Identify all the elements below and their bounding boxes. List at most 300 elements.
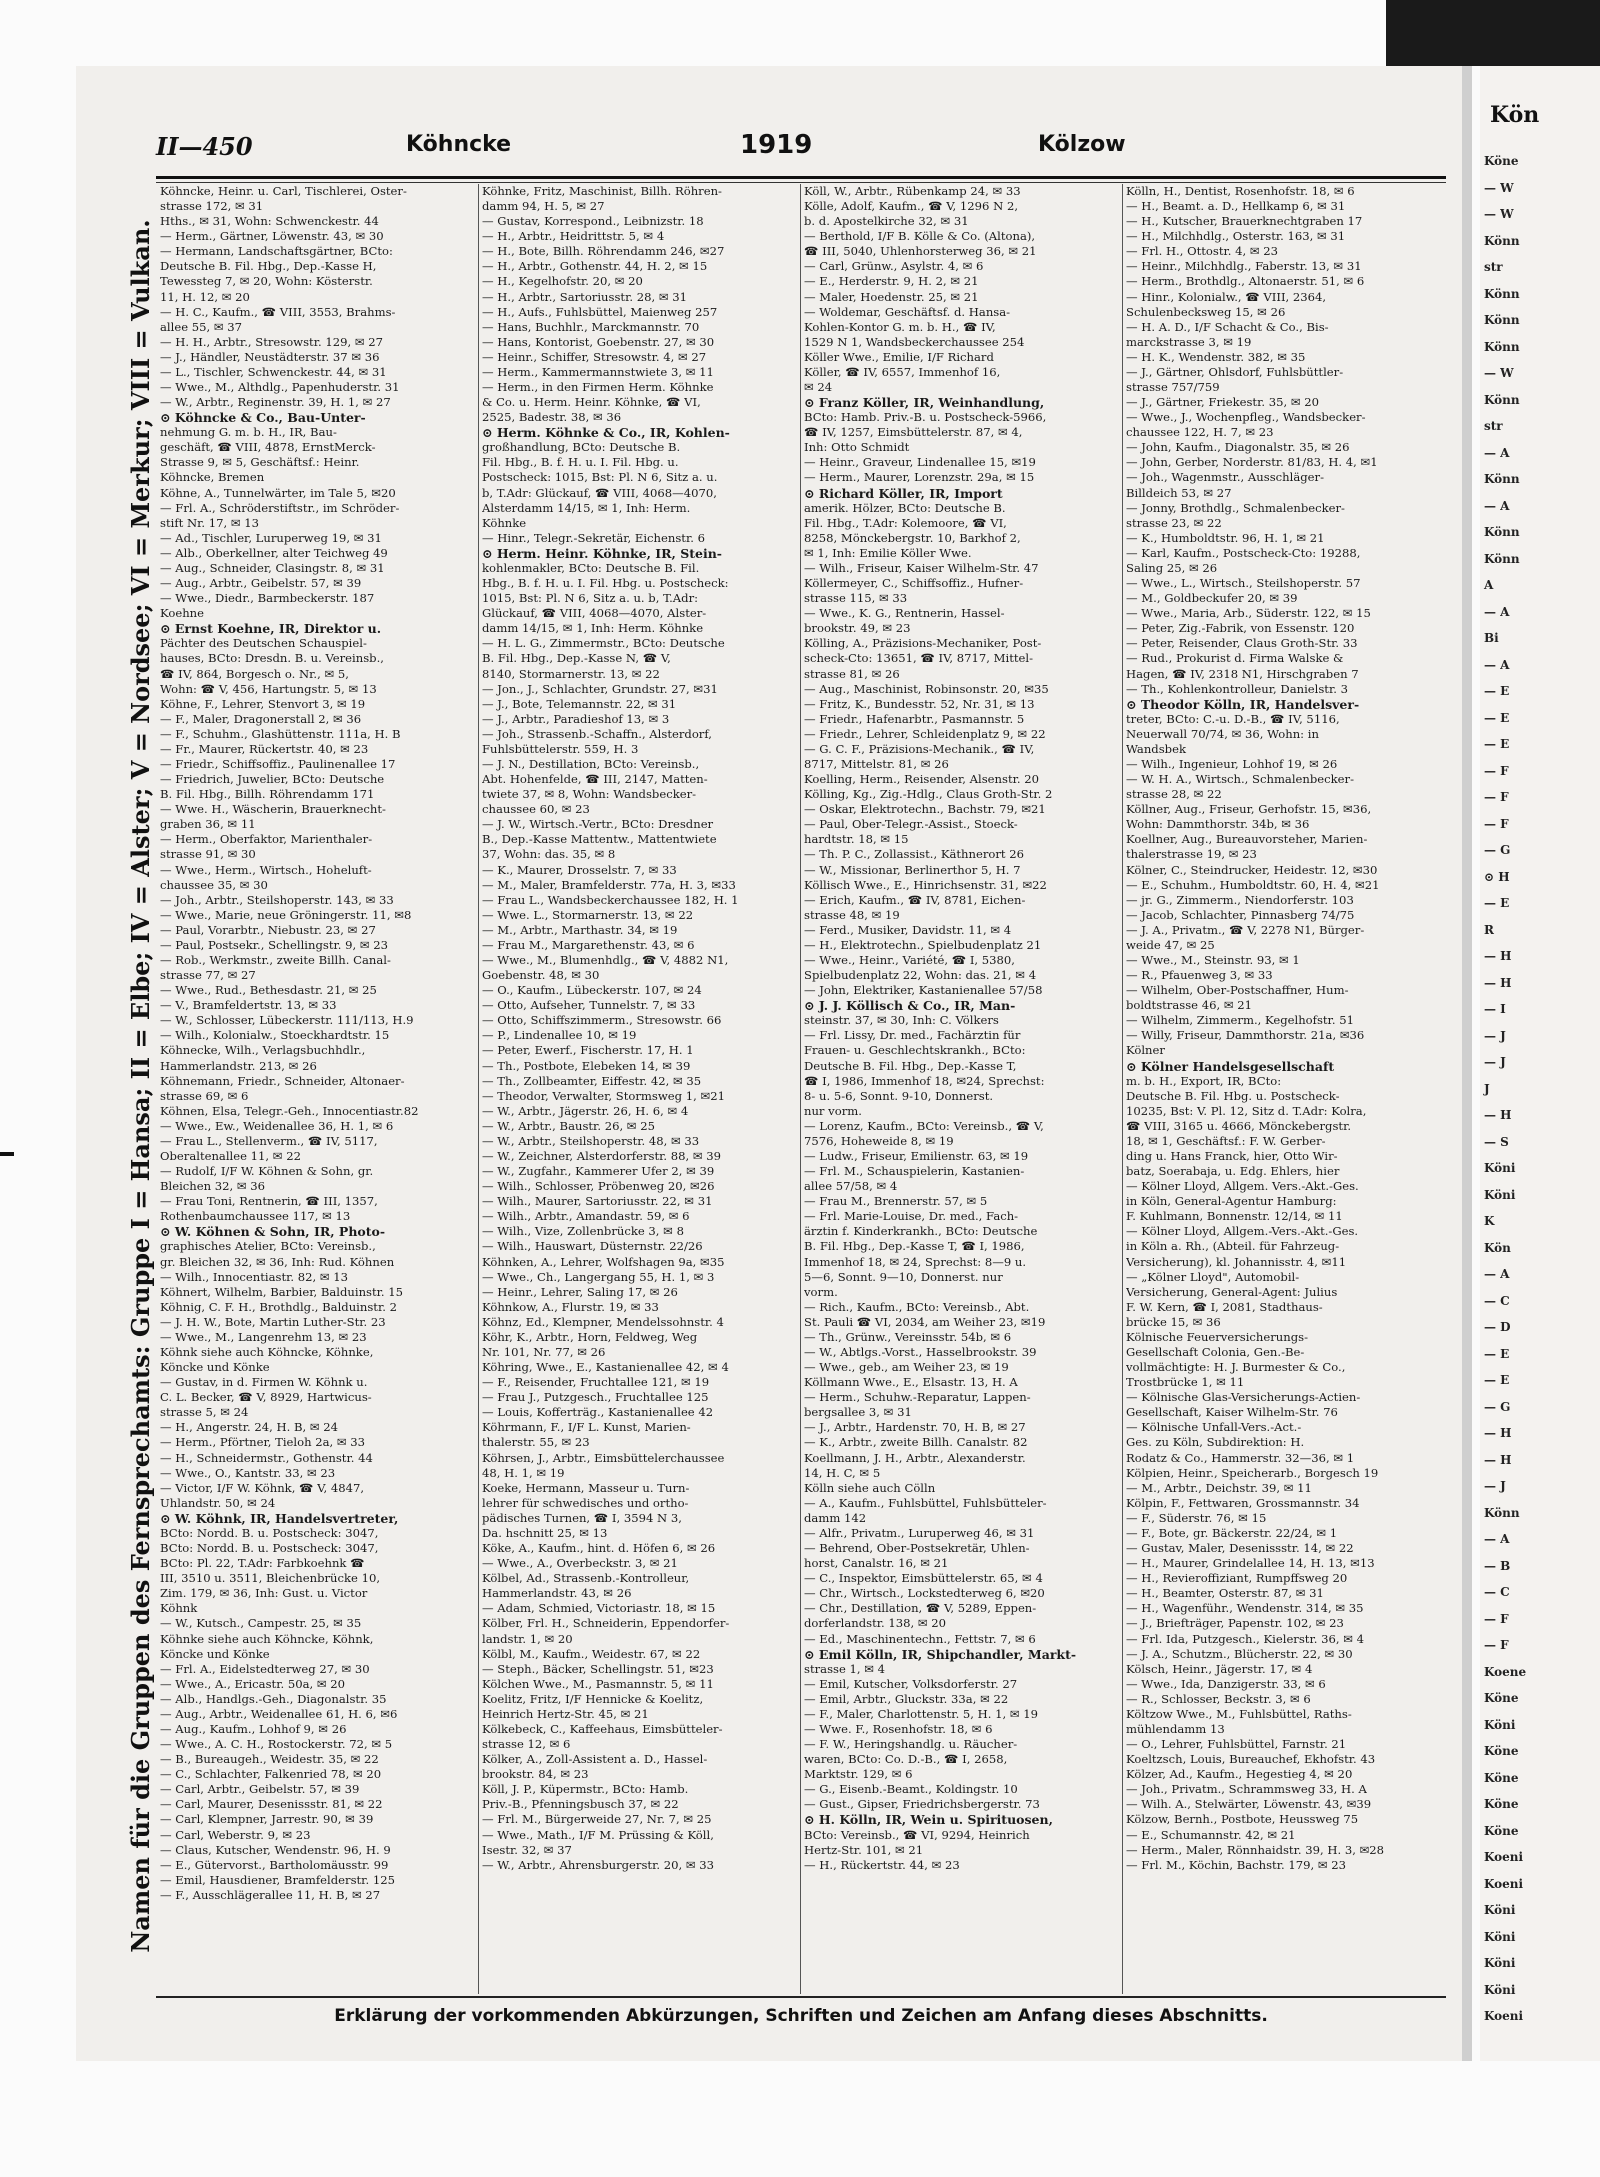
directory-entry-line: pädisches Turnen, ☎ I, 3594 N 3,: [482, 1510, 682, 1525]
directory-entry-line: chaussee 122, H. 7, ✉ 23: [1126, 425, 1274, 440]
directory-entry-line: Postscheck: 1015, Bst: Pl. N 6, Sitz a. u.: [482, 470, 718, 485]
directory-entry-line: — „Kölner Lloyd", Automobil-: [1126, 1269, 1300, 1284]
directory-entry-line: graben 36, ✉ 11: [160, 817, 256, 832]
directory-entry-line: horst, Canalstr. 16, ✉ 21: [804, 1556, 949, 1571]
directory-entry-line: Köhnk siehe auch Köhncke, Köhnke,: [160, 1345, 374, 1360]
directory-entry-line: damm 14/15, ✉ 1, Inh: Herm. Köhnke: [482, 621, 704, 636]
directory-entry-line: Költzow Wwe., M., Fuhlsbüttel, Raths-: [1126, 1706, 1352, 1721]
directory-entry-line: — E., Schumannstr. 42, ✉ 21: [1126, 1827, 1296, 1842]
directory-entry-line: — Heinr., Milchhdlg., Faberstr. 13, ✉ 31: [1126, 259, 1362, 274]
directory-entry-line: — Frl. M., Bürgerweide 27, Nr. 7, ✉ 25: [482, 1812, 712, 1827]
adjacent-page-fragment: — E: [1484, 710, 1510, 725]
directory-entry-line: Köhnig, C. F. H., Brothdlg., Balduinstr. 2: [160, 1299, 397, 1314]
adjacent-page-fragment: — B: [1484, 1558, 1511, 1573]
directory-entry-line: — M., Goldbeckufer 20, ✉ 39: [1126, 591, 1298, 606]
adjacent-page-fragment: Könn: [1484, 233, 1520, 248]
directory-entry-line: — H., Beamt. a. D., Hellkamp 6, ✉ 31: [1126, 199, 1346, 214]
directory-entry-line: — Th., Kohlenkontrolleur, Danielstr. 3: [1126, 681, 1348, 696]
directory-entry-line: — Wilh., Maurer, Sartoriusstr. 22, ✉ 31: [482, 1194, 713, 1209]
directory-entry-line: — J., Bote, Telemannstr. 22, ✉ 31: [482, 696, 677, 711]
directory-entry-line: ⊙ Herm. Köhnke & Co., IR, Kohlen-: [482, 425, 730, 441]
directory-entry-line: strasse 77, ✉ 27: [160, 968, 256, 983]
directory-entry-line: — O., Kaufm., Lübeckerstr. 107, ✉ 24: [482, 983, 702, 998]
directory-entry-line: — Frau M., Margarethenstr. 43, ✉ 6: [482, 937, 695, 952]
directory-entry-line: Köhnemann, Friedr., Schneider, Altonaer-: [160, 1073, 405, 1088]
directory-entry-line: Kölbl, M., Kaufm., Weidestr. 67, ✉ 22: [482, 1646, 701, 1661]
directory-entry-line: — W., Schlosser, Lübeckerstr. 111/113, H.9: [160, 1013, 414, 1028]
directory-entry-line: — W., Zeichner, Alsterdorferstr. 88, ✉ 39: [482, 1149, 722, 1163]
adjacent-page-fragment: ⊙ H: [1484, 869, 1510, 884]
directory-entry-line: — Ludw., Friseur, Emilienstr. 63, ✉ 19: [804, 1149, 1029, 1163]
adjacent-page-fragment: — W: [1484, 207, 1514, 221]
directory-entry-line: — John, Kaufm., Diagonalstr. 35, ✉ 26: [1126, 440, 1350, 455]
adjacent-page-fragment: Koeni: [1484, 1850, 1524, 1864]
directory-entry-line: — H. C., Kaufm., ☎ VIII, 3553, Brahms-: [160, 304, 396, 319]
adjacent-page-fragment: Köne: [1484, 154, 1519, 168]
directory-entry-line: — J., Briefträger, Papenstr. 102, ✉ 23: [1126, 1616, 1344, 1631]
directory-entry-line: 11, H. 12, ✉ 20: [160, 289, 250, 304]
directory-entry-line: Hammerlandstr. 43, ✉ 26: [482, 1586, 632, 1601]
directory-entry-line: — Th., Zollbeamter, Eiffestr. 42, ✉ 35: [482, 1073, 702, 1088]
directory-entry-line: Schulenbecksweg 15, ✉ 26: [1126, 304, 1286, 319]
directory-entry-line: Priv.-B., Pfenningsbusch 37, ✉ 22: [482, 1797, 679, 1812]
directory-entry-line: in Köln, General-Agentur Hamburg:: [1126, 1194, 1337, 1209]
directory-entry-line: Versicherung, General-Agent: Julius: [1126, 1284, 1338, 1299]
directory-entry-line: — Wilh., Kolonialw., Stoeckhardtstr. 15: [160, 1028, 390, 1043]
directory-entry-line: — Wwe., Math., I/F M. Prüssing & Köll,: [482, 1827, 714, 1842]
directory-entry-line: Köll, J. P., Küpermstr., BCto: Hamb.: [482, 1782, 689, 1797]
directory-entry-line: ☎ IV, 1257, Eimsbüttelerstr. 87, ✉ 4,: [804, 425, 1023, 440]
directory-entry-line: 1015, Bst: Pl. N 6, Sitz a. u. b, T.Adr:: [482, 591, 699, 606]
directory-entry-line: — Otto, Aufseher, Tunnelstr. 7, ✉ 33: [482, 998, 696, 1013]
directory-entry-line: — Emil, Kutscher, Volksdorferstr. 27: [804, 1676, 1018, 1691]
directory-entry-line: — Herm., Kammermannstwiete 3, ✉ 11: [482, 364, 714, 379]
directory-entry-line: ☎ I, 1986, Immenhof 18, ✉24, Sprechst:: [804, 1073, 1045, 1088]
directory-entry-line: — Wwe., Maria, Arb., Süderstr. 122, ✉ 15: [1126, 606, 1371, 621]
directory-entry-line: ☎ VIII, 3165 u. 4666, Mönckebergstr.: [1126, 1118, 1352, 1133]
directory-entry-line: — H. K., Wendenstr. 382, ✉ 35: [1126, 349, 1306, 364]
directory-entry-line: — Herm., in den Firmen Herm. Köhnke: [482, 380, 714, 395]
directory-entry-line: — C., Inspektor, Eimsbüttelerstr. 65, ✉ 4: [804, 1571, 1043, 1586]
adjacent-page-fragment: Köni: [1484, 1717, 1516, 1732]
directory-entry-line: 8717, Mittelstr. 81, ✉ 26: [804, 756, 949, 771]
directory-entry-line: Köllner, Aug., Friseur, Gerhofstr. 15, ✉36,: [1126, 802, 1372, 817]
directory-entry-line: — Wwe. L., Stormarnerstr. 13, ✉ 22: [482, 907, 694, 922]
directory-entry-line: — Herm., Maurer, Lorenzstr. 29a, ✉ 15: [804, 470, 1035, 485]
directory-entry-line: — Wwe., J., Wochenpfleg., Wandsbecker-: [1126, 410, 1366, 425]
directory-entry-line: — K., Humboldtstr. 96, H. 1, ✉ 21: [1126, 530, 1325, 545]
directory-entry-line: Köllermeyer, C., Schiffsoffiz., Hufner-: [804, 576, 1024, 591]
directory-entry-line: ⊙ J. J. Köllisch & Co., IR, Man-: [804, 998, 1016, 1014]
directory-entry-line: — Wilh., Arbtr., Amandastr. 59, ✉ 6: [482, 1209, 690, 1224]
directory-entry-line: — Wwe., Ew., Weidenallee 36, H. 1, ✉ 6: [160, 1118, 394, 1133]
directory-entry-line: strasse 69, ✉ 6: [160, 1088, 249, 1103]
directory-entry-line: Köhne, F., Lehrer, Stenvort 3, ✉ 19: [160, 696, 366, 711]
directory-entry-line: — Frau L., Stellenverm., ☎ IV, 5117,: [160, 1133, 378, 1148]
directory-entry-line: strasse 28, ✉ 22: [1126, 787, 1222, 802]
directory-entry-line: Bleichen 32, ✉ 36: [160, 1179, 266, 1194]
directory-entry-line: — Frau L., Wandsbeckerchaussee 182, H. 1: [482, 892, 739, 907]
directory-entry-line: — Herm., Gärtner, Löwenstr. 43, ✉ 30: [160, 229, 384, 244]
directory-entry-line: Köhring, Wwe., E., Kastanienallee 42, ✉ 4: [482, 1360, 729, 1375]
directory-entry-line: marckstrasse 3, ✉ 19: [1126, 334, 1252, 349]
directory-entry-line: Hertz-Str. 101, ✉ 21: [804, 1842, 924, 1857]
adjacent-page-fragment: — E: [1484, 684, 1510, 698]
adjacent-page-fragment: — W: [1484, 366, 1514, 380]
directory-entry-line: steinstr. 37, ✉ 30, Inh: C. Völkers: [804, 1013, 999, 1028]
directory-entry-line: Tewessteg 7, ✉ 20, Wohn: Kösterstr.: [160, 274, 373, 289]
directory-entry-line: allee 55, ✉ 37: [160, 319, 243, 334]
column-2: [482, 184, 801, 1994]
directory-entry-line: — Carl, Arbtr., Geibelstr. 57, ✉ 39: [160, 1782, 360, 1797]
directory-entry-line: — V., Bramfeldertstr. 13, ✉ 33: [160, 998, 337, 1013]
directory-entry-line: hardtstr. 18, ✉ 15: [804, 832, 909, 847]
directory-entry-line: — Friedr., Hafenarbtr., Pasmannstr. 5: [804, 711, 1025, 726]
directory-entry-line: — Wilh., Hauswart, Düsternstr. 22/26: [482, 1239, 703, 1254]
directory-entry-line: BCto: Pl. 22, T.Adr: Farbkoehnk ☎: [160, 1556, 365, 1571]
directory-entry-line: — F., Maler, Dragonerstall 2, ✉ 36: [160, 711, 362, 726]
directory-entry-line: — Joh., Strassenb.-Schaffn., Alsterdorf,: [482, 726, 712, 741]
directory-entry-line: — Wwe., O., Kantstr. 33, ✉ 23: [160, 1465, 336, 1480]
directory-entry-line: strasse 172, ✉ 31: [160, 199, 264, 214]
adjacent-page-fragment: Köne: [1484, 1691, 1519, 1705]
directory-entry-line: ⊙ Franz Köller, IR, Weinhandlung,: [804, 395, 1045, 411]
directory-entry-line: — W., Abtlgs.-Vorst., Hasselbrookstr. 39: [804, 1345, 1037, 1360]
directory-entry-line: vorm.: [804, 1284, 838, 1299]
directory-entry-line: — P., Lindenallee 10, ✉ 19: [482, 1028, 637, 1043]
directory-entry-line: — Herm., Schuhw.-Reparatur, Lappen-: [804, 1390, 1031, 1405]
directory-entry-line: — Wwe., L., Wirtsch., Steilshoperstr. 57: [1126, 576, 1361, 591]
directory-entry-line: — W., Arbtr., Steilshoperstr. 48, ✉ 33: [482, 1133, 700, 1148]
directory-entry-line: Koelitz, Fritz, I/F Hennicke & Koelitz,: [482, 1691, 704, 1706]
directory-entry-line: Oberaltenallee 11, ✉ 22: [160, 1149, 301, 1163]
directory-entry-line: — J., Arbtr., Paradieshof 13, ✉ 3: [482, 711, 670, 726]
directory-entry-line: — J., Arbtr., Hardenstr. 70, H. B, ✉ 27: [804, 1420, 1026, 1435]
directory-page: [76, 66, 1462, 2061]
directory-entry-line: — Rich., Kaufm., BCto: Vereinsb., Abt.: [804, 1299, 1030, 1314]
directory-entry-line: Spielbudenplatz 22, Wohn: das. 21, ✉ 4: [804, 968, 1037, 983]
directory-entry-line: Nr. 101, Nr. 77, ✉ 26: [482, 1345, 606, 1360]
directory-entry-line: — W., Arbtr., Baustr. 26, ✉ 25: [482, 1118, 655, 1133]
directory-entry-line: Kölling, Kg., Zig.-Hdlg., Claus Groth-Str. 2: [804, 787, 1053, 802]
directory-entry-line: B., Dep.-Kasse Mattentw., Mattentwiete: [482, 832, 717, 847]
directory-entry-line: — Jon., J., Schlachter, Grundstr. 27, ✉31: [482, 681, 718, 696]
directory-entry-line: — Heinr., Lehrer, Saling 17, ✉ 26: [482, 1284, 678, 1299]
adjacent-page-fragment: — A: [1484, 1532, 1510, 1546]
directory-entry-line: — H., Arbtr., Heidrittstr. 5, ✉ 4: [482, 229, 665, 244]
directory-entry-line: Köhnz, Ed., Klempner, Mendelssohnstr. 4: [482, 1314, 724, 1329]
directory-entry-line: in Köln a. Rh., (Abteil. für Fahrzeug-: [1126, 1239, 1340, 1254]
directory-entry-line: — Wwe., geb., am Weiher 23, ✉ 19: [804, 1360, 1009, 1375]
directory-entry-line: boldtstrasse 46, ✉ 21: [1126, 998, 1252, 1013]
directory-entry-line: Gesellschaft Colonia, Gen.-Be-: [1126, 1345, 1305, 1360]
adjacent-page-fragment: — A: [1484, 1267, 1510, 1281]
directory-entry-line: allee 57/58, ✉ 4: [804, 1179, 898, 1194]
directory-entry-line: — Karl, Kaufm., Postscheck-Cto: 19288,: [1126, 545, 1361, 560]
adjacent-page-fragment: str: [1484, 260, 1503, 274]
directory-entry-line: m. b. H., Export, IR, BCto:: [1126, 1073, 1282, 1088]
directory-entry-line: Billdeich 53, ✉ 27: [1126, 485, 1232, 500]
directory-entry-line: — Aug., Maschinist, Robinsonstr. 20, ✉35: [804, 681, 1049, 696]
directory-entry-line: Neuerwall 70/74, ✉ 36, Wohn: in: [1126, 726, 1319, 741]
adjacent-page-fragment: Köne: [1484, 1744, 1519, 1758]
directory-entry-line: treter, BCto: C.-u. D.-B., ☎ IV, 5116,: [1126, 711, 1340, 726]
directory-entry-line: Köller Wwe., Emilie, I/F Richard: [804, 349, 994, 364]
directory-entry-line: mühlendamm 13: [1126, 1721, 1225, 1736]
directory-entry-line: — Th., Postbote, Elebeken 14, ✉ 39: [482, 1058, 691, 1073]
directory-entry-line: damm 94, H. 5, ✉ 27: [482, 199, 605, 214]
adjacent-page-fragment: Köni: [1484, 1982, 1516, 1997]
directory-entry-line: großhandlung, BCto: Deutsche B.: [482, 440, 681, 455]
directory-entry-line: — Wwe. F., Rosenhofstr. 18, ✉ 6: [804, 1721, 993, 1736]
directory-entry-line: Versicherung), kl. Johannisstr. 4, ✉11: [1126, 1254, 1347, 1269]
directory-entry-line: 8- u. 5-6, Sonnt. 9-10, Donnerst.: [804, 1088, 994, 1103]
directory-entry-line: — L., Tischler, Schwenckestr. 44, ✉ 31: [160, 364, 387, 379]
directory-entry-line: strasse 91, ✉ 30: [160, 847, 256, 862]
directory-entry-line: — Wilh., Vize, Zollenbrücke 3, ✉ 8: [482, 1224, 684, 1239]
directory-entry-line: Köhnkow, A., Flurstr. 19, ✉ 33: [482, 1299, 659, 1314]
directory-entry-line: Fil. Hbg., B. f. H. u. I. Fil. Hbg. u.: [482, 455, 679, 470]
directory-entry-line: — Th. P. C., Zollassist., Käthnerort 26: [804, 847, 1025, 862]
directory-entry-line: — Joh., Wagenmstr., Ausschläger-: [1126, 470, 1324, 485]
directory-entry-line: — H., Arbtr., Sartoriusstr. 28, ✉ 31: [482, 289, 687, 304]
adjacent-page-fragment: Köni: [1484, 1187, 1516, 1202]
directory-entry-line: — Wwe., Marie, neue Gröningerstr. 11, ✉8: [160, 907, 412, 922]
directory-entry-line: ☎ IV, 864, Borgesch o. Nr., ✉ 5,: [160, 666, 349, 681]
directory-entry-line: Wandsbek: [1126, 741, 1186, 756]
directory-entry-line: amerik. Hölzer, BCto: Deutsche B.: [804, 500, 1006, 515]
directory-entry-line: — H., Aufs., Fuhlsbüttel, Maienweg 257: [482, 304, 718, 319]
directory-entry-line: chaussee 35, ✉ 30: [160, 877, 268, 892]
directory-entry-line: gr. Bleichen 32, ✉ 36, Inh: Rud. Köhnen: [160, 1254, 395, 1269]
directory-entry-line: lehrer für schwedisches und ortho-: [482, 1495, 689, 1510]
adjacent-page-fragment: R: [1484, 922, 1494, 937]
adjacent-page-fragment: Bi: [1484, 631, 1499, 645]
directory-entry-line: Köll, W., Arbtr., Rübenkamp 24, ✉ 33: [804, 184, 1021, 198]
directory-entry-line: batz, Soerabaja, u. Edg. Ehlers, hier: [1126, 1164, 1340, 1179]
directory-entry-line: — F., Ausschlägerallee 11, H. B, ✉ 27: [160, 1887, 381, 1902]
directory-entry-line: brookstr. 49, ✉ 23: [804, 621, 911, 636]
directory-entry-line: — Rud., Prokurist d. Firma Walske &: [1126, 651, 1344, 666]
directory-entry-line: Köhnk: [160, 1601, 198, 1616]
directory-entry-line: Wohn: ☎ V, 456, Hartungstr. 5, ✉ 13: [160, 681, 377, 696]
directory-entry-line: — G. C. F., Präzisions-Mechanik., ☎ IV,: [804, 741, 1035, 756]
directory-entry-line: Köhnke, Fritz, Maschinist, Billh. Röhren-: [482, 184, 722, 198]
directory-entry-line: Köhne, A., Tunnelwärter, im Tale 5, ✉20: [160, 485, 396, 500]
directory-entry-line: Glückauf, ☎ VIII, 4068—4070, Alster-: [482, 606, 707, 621]
directory-entry-line: Abt. Hohenfelde, ☎ III, 2147, Matten-: [482, 772, 708, 787]
directory-entry-line: — J., Händler, Neustädterstr. 37 ✉ 36: [160, 349, 380, 364]
directory-entry-line: — Wilhelm, Zimmerm., Kegelhofstr. 51: [1126, 1013, 1354, 1028]
directory-entry-line: — Aug., Arbtr., Weidenallee 61, H. 6, ✉6: [160, 1706, 398, 1721]
directory-entry-line: — Victor, I/F W. Köhnk, ☎ V, 4847,: [160, 1480, 365, 1495]
directory-entry-line: Köhncke, Heinr. u. Carl, Tischlerei, Oster-: [160, 184, 407, 198]
adjacent-page-fragment: Köni: [1484, 1929, 1516, 1944]
directory-entry-line: chaussee 60, ✉ 23: [482, 802, 590, 817]
directory-entry-line: Kölpin, F., Fettwaren, Grossmannstr. 34: [1126, 1495, 1360, 1510]
directory-entry-line: — Friedrich, Juwelier, BCto: Deutsche: [160, 772, 385, 787]
directory-entry-line: — Hans, Buchhlr., Marckmannstr. 70: [482, 319, 700, 334]
adjacent-page-fragment: — F: [1484, 1611, 1509, 1626]
adjacent-page-fragment: — E: [1484, 896, 1510, 910]
directory-entry-line: Kölkebeck, C., Kaffeehaus, Eimsbütteler-: [482, 1721, 723, 1736]
directory-entry-line: b, T.Adr: Glückauf, ☎ VIII, 4068—4070,: [482, 485, 717, 500]
directory-entry-line: — Th., Grünw., Vereinsstr. 54b, ✉ 6: [804, 1329, 1012, 1344]
directory-entry-line: — Wwe., Ch., Langergang 55, H. 1, ✉ 3: [482, 1269, 715, 1284]
directory-entry-line: — Emil, Hausdiener, Bramfelderstr. 125: [160, 1872, 395, 1887]
adjacent-page-fragment: K: [1484, 1214, 1495, 1228]
directory-entry-line: — Wwe., M., Steinstr. 93, ✉ 1: [1126, 952, 1300, 967]
directory-entry-line: Kölker, A., Zoll-Assistent a. D., Hassel-: [482, 1752, 708, 1767]
adjacent-page-fragment: — H: [1484, 1452, 1512, 1467]
adjacent-page-fragment: — W: [1484, 180, 1514, 195]
directory-entry-line: — Wwe., Herm., Wirtsch., Hoheluft-: [160, 862, 372, 877]
directory-entry-line: Kohlen-Kontor G. m. b. H., ☎ IV,: [804, 319, 996, 334]
adjacent-page-head: Kön: [1490, 102, 1540, 128]
directory-entry-line: Saling 25, ✉ 26: [1126, 560, 1218, 575]
directory-entry-line: — Erich, Kaufm., ☎ IV, 8781, Eichen-: [804, 892, 1026, 907]
directory-entry-line: — W., Missionar, Berlinerthor 5, H. 7: [804, 862, 1021, 877]
directory-entry-line: Koellmann, J. H., Arbtr., Alexanderstr.: [804, 1450, 1026, 1465]
directory-entry-line: — H., Bote, Billh. Röhrendamm 246, ✉27: [482, 244, 725, 259]
directory-entry-line: Uhlandstr. 50, ✉ 24: [160, 1495, 276, 1510]
directory-entry-line: 5—6, Sonnt. 9—10, Donnerst. nur: [804, 1269, 1003, 1284]
adjacent-page-fragment: Köne: [1484, 1770, 1519, 1785]
directory-entry-line: Deutsche B. Fil. Hbg., Dep.-Kasse H,: [160, 259, 377, 274]
directory-entry-line: — Carl, Weberstr. 9, ✉ 23: [160, 1827, 311, 1842]
adjacent-page-fragment: Könn: [1484, 339, 1520, 354]
directory-entry-line: — H., Wagenführ., Wendenstr. 314, ✉ 35: [1126, 1601, 1364, 1616]
adjacent-page-fragment: Könn: [1484, 525, 1520, 539]
directory-entry-line: — H., Kegelhofstr. 20, ✉ 20: [482, 274, 643, 289]
directory-entry-line: ⊙ Richard Köller, IR, Import: [804, 485, 1003, 501]
adjacent-page-fragment: Könn: [1484, 1505, 1520, 1520]
directory-entry-line: — Alfr., Privatm., Luruperweg 46, ✉ 31: [804, 1525, 1035, 1540]
directory-entry-line: Kölbel, Ad., Strassenb.-Kontrolleur,: [482, 1571, 690, 1586]
directory-entry-line: Köhnen, Elsa, Telegr.-Geh., Innocentiastr.82: [160, 1103, 419, 1118]
page-edge: [1462, 66, 1472, 2061]
directory-entry-line: ⊙ W. Köhnk, IR, Handelsvertreter,: [160, 1510, 399, 1526]
directory-entry-line: — Wilh. A., Stelwärter, Löwenstr. 43, ✉39: [1126, 1797, 1372, 1812]
directory-entry-line: — H., Elektrotechn., Spielbudenplatz 21: [804, 937, 1042, 952]
directory-entry-line: — Frl. A., Schröderstiftstr., im Schröder-: [160, 500, 400, 515]
directory-entry-line: — H., Revieroffiziant, Rumpffsweg 20: [1126, 1571, 1348, 1586]
adjacent-page-fragment: Könn: [1484, 286, 1520, 301]
right-keyword: Kölzow: [1038, 132, 1126, 157]
directory-entry-line: — Friedr., Schiffsoffiz., Paulinenallee 17: [160, 756, 396, 771]
adjacent-page-fragment: Könn: [1484, 313, 1520, 327]
directory-entry-line: — H., Arbtr., Gothenstr. 44, H. 2, ✉ 15: [482, 259, 708, 274]
directory-entry-line: — Carl, Klempner, Jarrestr. 90, ✉ 39: [160, 1812, 374, 1827]
directory-entry-line: Köhncke, Bremen: [160, 470, 265, 485]
directory-entry-line: Hagen, ☎ IV, 2318 N1, Hirschgraben 7: [1126, 666, 1359, 681]
directory-entry-line: — Frl. A., Eidelstedterweg 27, ✉ 30: [160, 1661, 370, 1676]
directory-entry-line: Rothenbaumchaussee 117, ✉ 13: [160, 1209, 351, 1224]
directory-entry-line: 48, H. 1, ✉ 19: [482, 1465, 565, 1480]
directory-entry-line: — Jonny, Brothdlg., Schmalenbecker-: [1126, 500, 1345, 515]
directory-entry-line: Kölle, Adolf, Kaufm., ☎ V, 1296 N 2,: [804, 199, 1019, 214]
directory-entry-line: ⊙ Emil Kölln, IR, Shipchandler, Markt-: [804, 1646, 1077, 1662]
directory-entry-line: Köhnert, Wilhelm, Barbier, Balduinstr. 15: [160, 1284, 404, 1299]
directory-entry-line: 37, Wohn: das. 35, ✉ 8: [482, 847, 616, 862]
directory-entry-line: — H., Beamter, Osterstr. 87, ✉ 31: [1126, 1586, 1324, 1601]
directory-entry-line: — Herm., Oberfaktor, Marienthaler-: [160, 832, 373, 847]
directory-entry-line: — Alb., Oberkellner, alter Teichweg 49: [160, 545, 388, 560]
directory-entry-line: Köhr, K., Arbtr., Horn, Feldweg, Weg: [482, 1329, 698, 1344]
directory-entry-line: — Aug., Arbtr., Geibelstr. 57, ✉ 39: [160, 576, 362, 591]
directory-entry-line: strasse 48, ✉ 19: [804, 907, 900, 922]
adjacent-page-fragment: — G: [1484, 1399, 1511, 1414]
directory-entry-line: twiete 37, ✉ 8, Wohn: Wandsbecker-: [482, 787, 697, 802]
directory-entry-line: — Wwe., Rud., Bethesdastr. 21, ✉ 25: [160, 983, 377, 998]
directory-entry-line: Wohn: Dammthorstr. 34b, ✉ 36: [1126, 817, 1310, 832]
directory-entry-line: 1529 N 1, Wandsbeckerchaussee 254: [804, 334, 1025, 349]
adjacent-page-fragment: — E: [1484, 737, 1510, 751]
adjacent-page-fragment: Koene: [1484, 1664, 1527, 1679]
adjacent-page-fragment: Köne: [1484, 1823, 1519, 1838]
adjacent-page-fragment: — F: [1484, 790, 1509, 804]
directory-entry-line: — H. A. D., I/F Schacht & Co., Bis-: [1126, 319, 1329, 334]
directory-entry-line: thalerstrasse 19, ✉ 23: [1126, 847, 1257, 862]
directory-entry-line: strasse 5, ✉ 24: [160, 1405, 249, 1420]
directory-entry-line: stift Nr. 17, ✉ 13: [160, 515, 260, 530]
directory-entry-line: & Co. u. Herm. Heinr. Köhnke, ☎ VI,: [482, 395, 701, 410]
directory-entry-line: strasse 115, ✉ 33: [804, 591, 908, 606]
directory-entry-line: — H., Maurer, Grindelallee 14, H. 13, ✉13: [1126, 1556, 1375, 1571]
adjacent-page-fragment: Kön: [1484, 1240, 1511, 1255]
directory-entry-line: 14, H. C, ✉ 5: [804, 1465, 881, 1480]
directory-entry-line: — Woldemar, Geschäftsf. d. Hansa-: [804, 304, 1011, 319]
directory-entry-line: — Frau Toni, Rentnerin, ☎ III, 1357,: [160, 1194, 378, 1209]
directory-entry-line: — O., Lehrer, Fuhlsbüttel, Farnstr. 21: [1126, 1737, 1347, 1752]
header-rule-thin: [156, 182, 1446, 183]
directory-entry-line: 2525, Badestr. 38, ✉ 36: [482, 410, 622, 425]
directory-entry-line: — Theodor, Verwalter, Stormsweg 1, ✉21: [482, 1088, 725, 1103]
directory-entry-line: — Behrend, Ober-Postsekretär, Uhlen-: [804, 1541, 1030, 1556]
directory-entry-line: — Carl, Grünw., Asylstr. 4, ✉ 6: [804, 259, 984, 274]
adjacent-page-fragment: — J: [1484, 1479, 1506, 1493]
directory-entry-line: — Wwe., A. C. H., Rostockerstr. 72, ✉ 5: [160, 1737, 393, 1752]
directory-entry-line: — jr. G., Zimmerm., Niendorferstr. 103: [1126, 892, 1354, 907]
page-header: [76, 128, 1462, 180]
footer-note: Erklärung der vorkommenden Abkürzungen, Schriften und Zeichen am Anfang dieses Abschnitts.: [334, 2006, 1268, 2026]
directory-entry-line: — J., Gärtner, Friekestr. 35, ✉ 20: [1126, 395, 1319, 410]
scan-border: [1386, 0, 1600, 66]
adjacent-page-fragment: — H: [1484, 1426, 1512, 1440]
footer-rule: [156, 1996, 1446, 1998]
directory-entry-line: Kölner, C., Steindrucker, Heidestr. 12, ✉30: [1126, 862, 1378, 877]
directory-entry-line: — J., Gärtner, Ohlsdorf, Fuhlsbüttler-: [1126, 364, 1344, 379]
directory-entry-line: — John, Gerber, Norderstr. 81/83, H. 4, ✉1: [1126, 455, 1378, 470]
directory-entry-line: strasse 23, ✉ 22: [1126, 515, 1222, 530]
adjacent-page-fragment: Köne: [1484, 1797, 1519, 1811]
adjacent-page-fragment: J: [1484, 1081, 1490, 1096]
adjacent-page-fragment: Koeni: [1484, 1876, 1524, 1891]
directory-entry-line: — Wwe., A., Ericastr. 50a, ✉ 20: [160, 1676, 346, 1691]
directory-entry-line: strasse 12, ✉ 6: [482, 1737, 571, 1752]
directory-entry-line: BCto: Nordd. B. u. Postscheck: 3047,: [160, 1525, 379, 1540]
directory-entry-line: Kölner: [1126, 1043, 1165, 1058]
directory-entry-line: kohlenmakler, BCto: Deutsche B. Fil.: [482, 560, 700, 575]
directory-entry-line: — Kölnische Unfall-Vers.-Act.-: [1126, 1420, 1302, 1435]
directory-entry-line: F. Kuhlmann, Bonnenstr. 12/14, ✉ 11: [1126, 1209, 1343, 1224]
adjacent-page-fragment: — J: [1484, 1028, 1506, 1043]
directory-entry-line: weide 47, ✉ 25: [1126, 937, 1215, 952]
directory-entry-line: — Frl. M., Schauspielerin, Kastanien-: [804, 1164, 1025, 1179]
directory-entry-line: — Wilh., Innocentiastr. 82, ✉ 13: [160, 1269, 349, 1284]
directory-entry-line: — F., Bote, gr. Bäckerstr. 22/24, ✉ 1: [1126, 1525, 1338, 1540]
directory-entry-line: — Wilh., Ingenieur, Lohhof 19, ✉ 26: [1126, 756, 1338, 771]
